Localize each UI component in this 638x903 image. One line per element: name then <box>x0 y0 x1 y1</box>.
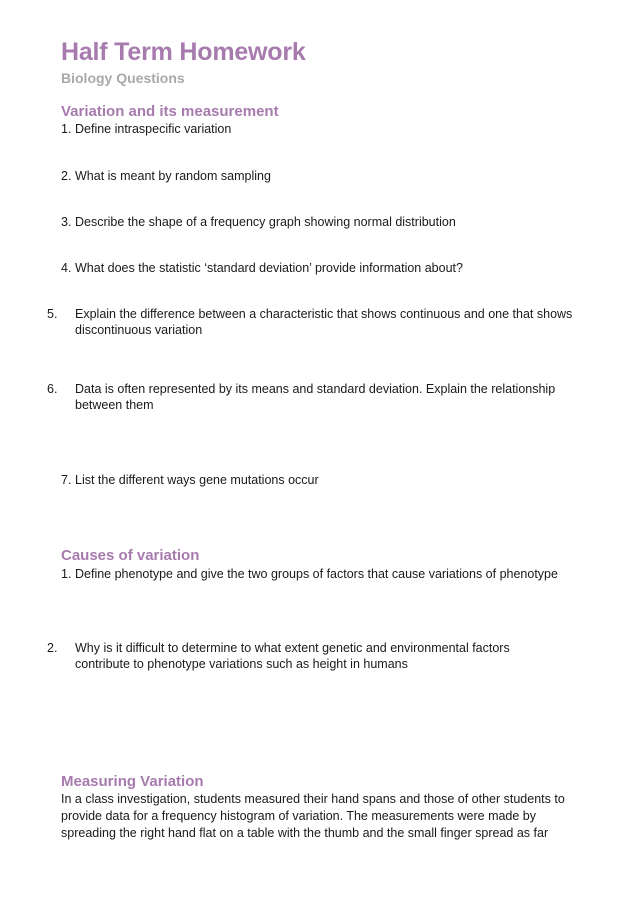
question-item <box>61 472 581 488</box>
question-text: Why is it difficult to determine to what extent genetic and environmental factors contribute to phenotype variations such as height in humans <box>75 641 510 671</box>
question-text: What is meant by random sampling <box>75 169 271 183</box>
question-text: List the different ways gene mutations occur <box>75 473 319 487</box>
question-number: 7. <box>61 473 72 487</box>
page-title: Half Term Homework <box>61 38 306 66</box>
question-item <box>61 260 581 276</box>
question-item <box>47 306 585 338</box>
question-item <box>47 640 545 672</box>
question-number: 4. <box>61 261 72 275</box>
question-text: What does the statistic ‘standard deviation’ provide information about? <box>75 261 463 275</box>
section-heading-measuring-variation: Measuring Variation <box>61 773 204 790</box>
section-heading-variation-measurement: Variation and its measurement <box>61 103 279 120</box>
question-item <box>47 381 585 413</box>
question-number: 1. <box>61 567 72 581</box>
question-number: 6. <box>47 382 58 396</box>
question-text: Data is often represented by its means and standard deviation. Explain the relationship between them <box>75 382 556 412</box>
question-text: Describe the shape of a frequency graph showing normal distribution <box>75 215 456 229</box>
question-number: 3. <box>61 215 72 229</box>
question-text: Explain the difference between a characteristic that shows continuous and one that shows discontinuous variation <box>75 307 573 337</box>
question-number: 2. <box>61 169 72 183</box>
measuring-variation-paragraph: In a class investigation, students measured their hand spans and those of other students to provide data for a frequency histogram of variation. The measurements were made by spreading the right hand flat on a table with the thumb and the small finger spread as far <box>61 792 565 840</box>
page-subtitle: Biology Questions <box>61 70 185 86</box>
question-item <box>61 121 581 137</box>
question-item <box>61 214 581 230</box>
question-item <box>61 168 581 184</box>
question-number: 5. <box>47 307 58 321</box>
question-text: Define phenotype and give the two groups of factors that cause variations of phenotype <box>75 567 558 581</box>
question-number: 2. <box>47 641 58 655</box>
section-heading-causes-of-variation: Causes of variation <box>61 547 200 564</box>
question-text: Define intraspecific variation <box>75 122 232 136</box>
question-item <box>61 566 591 582</box>
question-number: 1. <box>61 122 72 136</box>
